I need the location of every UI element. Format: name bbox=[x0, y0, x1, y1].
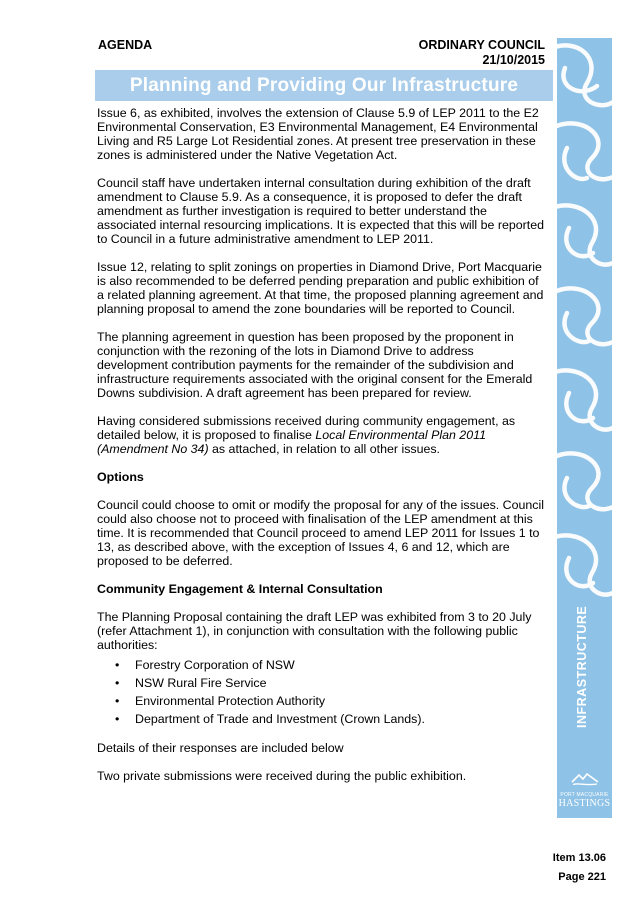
list-item: • NSW Rural Fire Service bbox=[135, 674, 547, 692]
meeting-date: 21/10/2015 bbox=[482, 53, 545, 67]
list-item: • Department of Trade and Investment (Crown Lands). bbox=[135, 710, 547, 728]
sidebar-band bbox=[557, 38, 612, 818]
finalise-text-end: as attached, in relation to all other issues. bbox=[208, 442, 441, 456]
paragraph-options: Council could choose to omit or modify the proposal for any of the issues. Council could also choose not to proceed with finalisation of the LEP amendment at this time. It is recommended that Council proceed to amend LEP 2011 for Issues 1 to 13, as described above, with the exception of Issues 4, 6 and 12, which are proposed to be deferred. bbox=[97, 498, 544, 568]
paragraph-finalise bbox=[97, 414, 547, 456]
header-agenda: AGENDA bbox=[98, 38, 153, 52]
list-item: • Environmental Protection Authority bbox=[135, 692, 547, 710]
logo-name: HASTINGS bbox=[558, 798, 611, 809]
page-number: Page 221 bbox=[558, 871, 606, 883]
paragraph-issue-12: Issue 12, relating to split zonings on properties in Diamond Drive, Port Macquarie is also recommended to be deferred pending preparation and public exhibition of a related planning agreement. At that time, the proposed planning agreement and planning proposal to amend the zone boundaries will be reported to Council. bbox=[97, 260, 544, 316]
paragraph-planning-agreement: The planning agreement in question has been proposed by the proponent in conjunction with the rezoning of the lots in Diamond Drive to address development contribution payments for the remainder of the subdivision and infrastructure requirements associated with the original consent for the Emerald Downs subdivision. A draft agreement has been prepared for review. bbox=[97, 330, 533, 400]
paragraph-responses: Details of their responses are included below bbox=[97, 741, 344, 755]
heading-engagement: Community Engagement & Internal Consultation bbox=[97, 582, 383, 596]
authority-list bbox=[97, 656, 547, 728]
agenda-body bbox=[97, 106, 547, 797]
paragraph-consultation: Council staff have undertaken internal consultation during exhibition of the draft amendment to Clause 5.9. As a consequence, it is proposed to defer the draft amendment as further investigation is required to better understand the associated internal resourcing implications. It is expected that this will be reported to Council in a future administrative amendment to LEP 2011. bbox=[97, 176, 544, 246]
mountain-wave-icon bbox=[570, 772, 600, 786]
paragraph-issue-6: Issue 6, as exhibited, involves the extension of Clause 5.9 of LEP 2011 to the E2 Environmental Conservation, E3 Environmental Management, E4 Environmental Living and R5 Large Lot Residential zones. At present tree preservation in these zones is administered under the Native Vegetation Act. bbox=[97, 106, 539, 162]
item-number: Item 13.06 bbox=[552, 852, 606, 864]
list-item: • Forestry Corporation of NSW bbox=[135, 656, 547, 674]
council-logo bbox=[557, 772, 612, 809]
heading-options: Options bbox=[97, 470, 144, 484]
section-banner: Planning and Providing Our Infrastructure bbox=[95, 70, 553, 101]
meeting-title: ORDINARY COUNCIL bbox=[418, 38, 545, 52]
paragraph-submissions: Two private submissions were received during the public exhibition. bbox=[97, 769, 467, 783]
header-meeting bbox=[419, 38, 545, 68]
finalise-text-start: Having considered submissions received during community engagement, as detailed below, it is proposed to finalise bbox=[97, 414, 516, 442]
section-tab-label: INFRASTRUCTURE bbox=[575, 605, 589, 728]
paragraph-exhibition: The Planning Proposal containing the draft LEP was exhibited from 3 to 20 July (refer Attachment 1), in conjunction with consultation with the following public authorities: bbox=[97, 610, 532, 652]
lep-title: Local Environmental Plan 2011 (Amendment No 34) bbox=[97, 428, 486, 456]
logo-tagline: PORT MACQUARIE bbox=[560, 792, 609, 798]
